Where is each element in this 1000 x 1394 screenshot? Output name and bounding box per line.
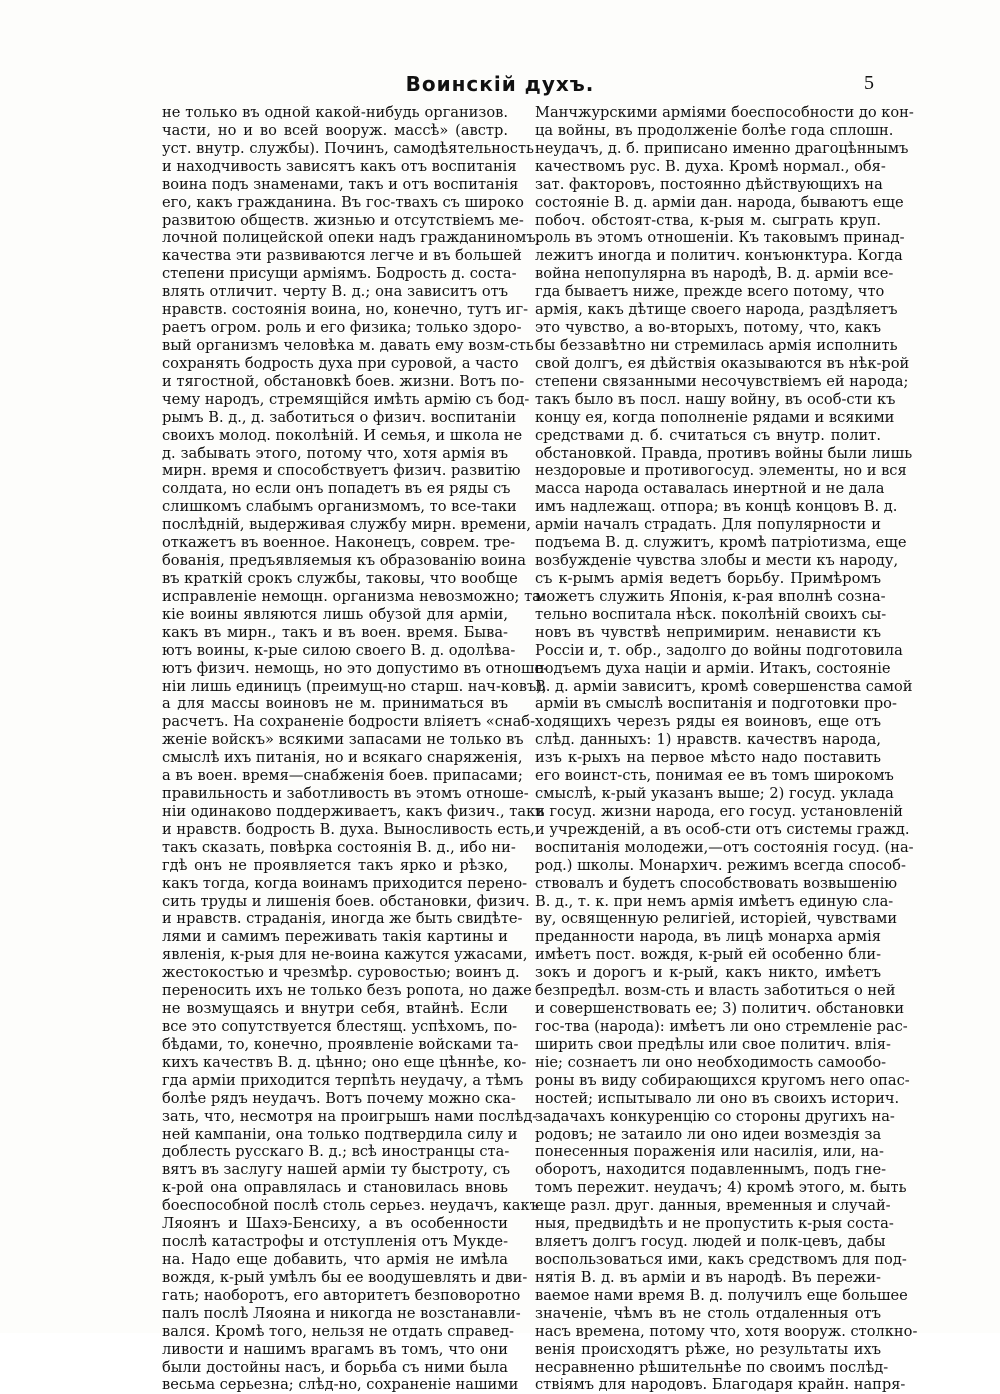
text-line: оборотъ, находится подавленнымъ, подъ гне- (535, 1161, 887, 1179)
text-line: возбужденіе чувства злобы и мести къ народу, (535, 552, 899, 570)
text-line: чему народъ, стремящійся имѣть армію съ бод- (162, 390, 530, 408)
text-line: вождя, к-рый умѣлъ бы ее воодушевлять и дви- (162, 1268, 528, 1286)
text-line: томъ пережит. неудачъ; 4) кромѣ этого, м. быть (535, 1179, 907, 1197)
text-line: слишкомъ слабымъ организмомъ, то все-таки (162, 498, 517, 516)
text-line: были достойны насъ, и борьба съ ними была (162, 1358, 508, 1376)
text-line: новъ въ чувствѣ непримирим. ненависти къ (535, 623, 881, 641)
text-line: имъ надлежащ. отпора; въ концѣ концовъ В. д. (535, 498, 898, 516)
text-line: зать, что, несмотря на проигрышъ нами послѣд- (162, 1107, 538, 1125)
text-line: нездоровые и противогосуд. элементы, но и вся (535, 462, 907, 480)
running-head-title: Воинскій духъ. (405, 72, 595, 96)
text-line: такъ было въ посл. нашу войну, въ особ-сти къ (535, 390, 896, 408)
text-line: ходящихъ черезъ ряды ея воиновъ, еще отъ (535, 713, 881, 731)
text-line: арміи въ смыслѣ воспитанія и подготовки про- (535, 695, 897, 713)
text-line: воспользоваться ими, какъ средствомъ для под- (535, 1251, 907, 1268)
text-line: доблесть русскаго В. д.; всѣ иностранцы ста- (162, 1143, 510, 1161)
text-line: палъ послѣ Ляояна и никогда не возстанавли- (162, 1304, 521, 1322)
text-line: явленія, к-рыя для не-воина кажутся ужасами, (162, 946, 528, 964)
text-line: воспитанія молодежи,—отъ состоянія госуд. (на- (535, 838, 914, 856)
text-line: ніи одинаково поддерживаетъ, какъ физич., такъ (162, 802, 545, 820)
text-line: смыслѣ, к-рый указанъ выше; 2) госуд. уклада (535, 785, 894, 803)
text-line: ливости и нашимъ врагамъ въ томъ, что они (162, 1340, 508, 1358)
text-line: роны въ виду собирающихся кругомъ него опас- (535, 1071, 910, 1089)
text-line: его воинст-сть, понимая ее въ томъ широкомъ (535, 767, 894, 785)
text-line: побоч. обстоят-ства, к-рыя м. сыграть круп. (535, 211, 881, 229)
text-line: нятія В. д. въ арміи и въ народѣ. Въ пережи- (535, 1268, 881, 1286)
text-line: вый организмъ человѣка м. давать ему возм-сть (162, 336, 534, 354)
text-line: венія происходятъ рѣже, но результаты ихъ (535, 1340, 881, 1358)
text-line: и учрежденій, а въ особ-сти отъ системы гражд. (535, 820, 910, 838)
text-line: качества эти развиваются легче и въ большей (162, 247, 522, 265)
text-line: бы беззавѣтно ни стремилась армія исполнить (535, 336, 898, 354)
text-line: зокъ и дорогъ и к-рый, какъ никто, имѣетъ (535, 964, 881, 982)
text-line: безпредѣл. возм-сть и власть заботиться о ней (535, 982, 896, 1000)
text-line: въ краткій срокъ службы, таковы, что вообще (162, 569, 518, 587)
text-line: род.) школы. Монархич. режимъ всегда способ- (535, 856, 906, 874)
text-line: свой долгъ, ея дѣйствія оказываются въ нѣк-рой (535, 354, 910, 372)
text-line: кіе воины являются лишь обузой для арміи, (162, 605, 508, 623)
text-line: бѣдами, то, конечно, проявленіе войсками та- (162, 1035, 519, 1053)
text-line: гдѣ онъ не проявляется такъ ярко и рѣзко, (162, 856, 508, 874)
text-line: его, какъ гражданина. Въ гос-твахъ съ широко (162, 193, 524, 211)
text-line: такъ сказать, повѣрка состоянія В. д., ибо ни- (162, 838, 516, 856)
text-line: неудачъ, д. б. приписано именно драгоцѣннымъ (535, 139, 909, 157)
text-line: раетъ огром. роль и его физика; только здоро- (162, 319, 522, 337)
text-line: ца войны, въ продолженіе болѣе года сплошн. (535, 121, 894, 139)
text-line: война непопулярна въ народѣ, В. д. арміи все- (535, 265, 894, 283)
text-line: развитою обществ. жизнью и отсутствіемъ ме- (162, 211, 524, 229)
text-column-left (162, 104, 549, 1394)
text-line: лями и самимъ переживать такія картины и (162, 928, 508, 946)
text-line: к-рой она оправлялась и становилась вновь (162, 1179, 508, 1197)
text-line: не возмущаясь и внутри себя, втайнѣ. Если (162, 1000, 508, 1018)
text-line: боеспособной послѣ столь серьез. неудачъ, какъ (162, 1197, 539, 1215)
text-line: роль въ этомъ отношеніи. Къ таковымъ принад- (535, 229, 905, 247)
text-line: а для массы воиновъ не м. приниматься въ (162, 695, 508, 713)
text-line: съ к-рымъ армія ведетъ борьбу. Примѣромъ (535, 569, 881, 587)
text-line: женіе войскъ» всякими запасами не только въ (162, 731, 524, 749)
text-line: рымъ В. д., д. заботиться о физич. воспитаніи (162, 408, 517, 426)
text-line: какъ тогда, когда воинамъ приходится перено- (162, 874, 528, 892)
text-line: ствіямъ для народовъ. Благодаря крайн. напря- (535, 1376, 906, 1394)
text-column-right (535, 104, 918, 1394)
text-line: концу ея, когда пополненіе рядами и всякими (535, 408, 895, 426)
text-line: и нравств. страданія, иногда же быть свидѣте- (162, 910, 523, 928)
text-line: все это сопутствуется блестящ. успѣхомъ, по- (162, 1018, 518, 1036)
text-line: преданности народа, въ лицѣ монарха армія (535, 928, 881, 946)
text-line: гос-тва (народа): имѣетъ ли оно стремленіе рас- (535, 1018, 908, 1036)
text-line: ютъ физич. немощь, но это допустимо въ отноше- (162, 659, 549, 677)
text-line: ней кампаніи, она только подтвердила силу и (162, 1125, 518, 1143)
text-line: средствами д. б. считаться съ внутр. полит. (535, 426, 881, 444)
text-line: обстановкой. Правда, противъ войны были лишь (535, 444, 913, 462)
text-line: гда бываетъ ниже, прежде всего потому, что (535, 283, 885, 301)
text-line: ваемое нами время В. д. получилъ еще большее (535, 1286, 908, 1304)
text-line: гать; наоборотъ, его авторитетъ безповоротно (162, 1286, 521, 1304)
text-line: значеніе, чѣмъ въ не столь отдаленныя отъ (535, 1304, 881, 1322)
text-line: несравненно рѣшительнѣе по своимъ послѣд- (535, 1358, 889, 1376)
text-line: Россіи и, т. обр., задолго до войны подготовила (535, 641, 903, 659)
text-line: откажетъ въ военное. Наконецъ, соврем. тре- (162, 534, 516, 552)
text-line: ностей; испытывало ли оно въ своихъ историч. (535, 1089, 900, 1107)
text-line: солдата, но если онъ попадетъ въ ея ряды съ (162, 480, 511, 498)
text-line: ствовалъ и будетъ способствовать возвышенію (535, 874, 898, 892)
text-line: степени присущи арміямъ. Бодрость д. соста- (162, 265, 517, 283)
text-line: арміи началъ страдать. Для популярности и (535, 516, 881, 534)
text-line: качествомъ рус. В. духа. Кромѣ нормал., обя- (535, 157, 886, 175)
text-line: изъ к-рыхъ на первое мѣсто надо поставить (535, 749, 881, 767)
text-line: и находчивость зависятъ какъ отъ воспитанія (162, 157, 517, 175)
text-line: степени связанными несочувствіемъ ей народа; (535, 372, 909, 390)
text-line: влять отличит. черту В. д.; она зависитъ отъ (162, 283, 508, 301)
text-line: гда арміи приходится терпѣть неудачу, а тѣмъ (162, 1071, 524, 1089)
text-line: нравств. состоянія воина, но, конечно, тутъ иг- (162, 301, 529, 319)
text-line: ву, освященную религіей, исторіей, чувствами (535, 910, 898, 928)
text-line: ніи лишь единицъ (преимущ-но старш. нач-ковъ), (162, 677, 547, 695)
text-line: и тягостной, обстановкѣ боев. жизни. Вотъ по- (162, 372, 525, 390)
text-line: и нравств. бодрость В. духа. Выносливость есть, (162, 820, 535, 838)
text-line: болѣе рядъ неудачъ. Вотъ почему можно ска- (162, 1089, 516, 1107)
text-line: не только въ одной какой-нибудь организов. (162, 104, 508, 121)
text-line: слѣд. данныхъ: 1) нравств. качествъ народа, (535, 731, 881, 749)
text-line: на. Надо еще добавить, что армія не имѣла (162, 1251, 508, 1268)
text-line: вался. Кромѣ того, нельзя не отдать справед- (162, 1322, 514, 1340)
text-line: и госуд. жизни народа, его госуд. установленій (535, 802, 904, 820)
text-line: смыслѣ ихъ питанія, но и всякаго снаряженія, (162, 749, 523, 767)
text-line: лежитъ иногда и политич. конъюнктура. Когда (535, 247, 903, 265)
text-line: Ляоянъ и Шахэ-Бенсиху, а въ особенности (162, 1215, 508, 1233)
text-line: можетъ служить Японія, к-рая вполнѣ созна- (535, 587, 886, 605)
text-line: родовъ; не затаило ли оно идеи возмездія за (535, 1125, 882, 1143)
text-line: ширить свои предѣлы или свое политич. влія- (535, 1035, 891, 1053)
text-line: еще разл. друг. данныя, временныя и случай- (535, 1197, 891, 1215)
text-line: переносить ихъ не только безъ ропота, но даже (162, 982, 532, 1000)
text-line: тельно воспитала нѣск. поколѣній своихъ сы- (535, 605, 887, 623)
text-line: понесенныя пораженія или насилія, или, на- (535, 1143, 884, 1161)
text-line: д. забывать этого, потому что, хотя армія въ (162, 444, 508, 462)
text-line: и совершенствовать ее; 3) политич. обстановки (535, 1000, 905, 1018)
text-line: весьма серьезна; слѣд-но, сохраненіе нашими (162, 1376, 519, 1394)
text-line: послѣдній, выдерживая службу мирн. времени, (162, 516, 532, 534)
text-line: исправленіе немощн. организма невозможно; та- (162, 587, 546, 605)
text-line: Манчжурскими арміями боеспособности до кон- (535, 104, 914, 121)
text-line: сить труды и лишенія боев. обстановки, физич. (162, 892, 530, 910)
text-line: насъ времена, потому что, хотя вооруж. столкно- (535, 1322, 918, 1340)
text-line: правильность и заботливость въ этомъ отноше- (162, 785, 529, 803)
text-line: мирн. время и способствуетъ физич. развитію (162, 462, 521, 480)
text-line: вятъ въ заслугу нашей арміи ту быстроту, съ (162, 1161, 511, 1179)
text-line: армія, какъ дѣтище своего народа, раздѣляетъ (535, 301, 898, 319)
text-line: ныя, предвидѣть и не пропустить к-рыя соста- (535, 1215, 894, 1233)
text-line: зат. факторовъ, постоянно дѣйствующихъ на (535, 175, 883, 193)
text-line: лочной полицейской опеки надъ гражданиномъ, (162, 229, 541, 247)
text-line: задачахъ конкуренцію со стороны другихъ на- (535, 1107, 895, 1125)
text-line: какъ въ мирн., такъ и въ воен. время. Быва- (162, 623, 508, 641)
text-line: ніе; сознаетъ ли оно необходимость самообо- (535, 1053, 887, 1071)
page-number: 5 (864, 72, 874, 94)
text-line: жестокостью и чрезмѣр. суровостью; воинъ д. (162, 964, 520, 982)
text-line: В. д., т. к. при немъ армія имѣетъ единую сла- (535, 892, 894, 910)
text-line: ютъ воины, к-рые силою своего В. д. одолѣва- (162, 641, 516, 659)
text-line: бованія, предъявляемыя къ образованію воина (162, 552, 526, 570)
text-line: расчетъ. На сохраненіе бодрости вліяетъ «снаб- (162, 713, 536, 731)
text-line: состояніе В. д. арміи дан. народа, бываютъ еще (535, 193, 904, 211)
text-line: а въ воен. время—снабженія боев. припасами; (162, 767, 523, 785)
text-line: подъемъ духа націи и арміи. Итакъ, состояніе (535, 659, 891, 677)
text-line: это чувство, а во-вторыхъ, потому, что, какъ (535, 319, 881, 337)
text-line: кихъ качествъ В. д. цѣнно; оно еще цѣннѣе, ко- (162, 1053, 527, 1071)
text-line: уст. внутр. службы). Починъ, самодѣятельность (162, 139, 534, 157)
text-line: вляетъ долгъ госуд. людей и полк-цевъ, дабы (535, 1233, 886, 1251)
text-line: подъема В. д. служитъ, кромѣ патріотизма, еще (535, 534, 907, 552)
text-line: воина подъ знаменами, такъ и отъ воспитанія (162, 175, 519, 193)
text-line: В. д. арміи зависитъ, кромѣ совершенства самой (535, 677, 913, 695)
text-line: части, но и во всей вооруж. массѣ» (австр. (162, 121, 508, 139)
text-line: послѣ катастрофы и отступленія отъ Мукде- (162, 1233, 508, 1251)
text-line: своихъ молод. поколѣній. И семья, и школа не (162, 426, 523, 444)
text-line: масса народа оставалась инертной и не дала (535, 480, 885, 498)
text-line: имѣетъ пост. вождя, к-рый ей особенно бли- (535, 946, 881, 964)
text-line: сохранять бодрость духа при суровой, а часто (162, 354, 519, 372)
